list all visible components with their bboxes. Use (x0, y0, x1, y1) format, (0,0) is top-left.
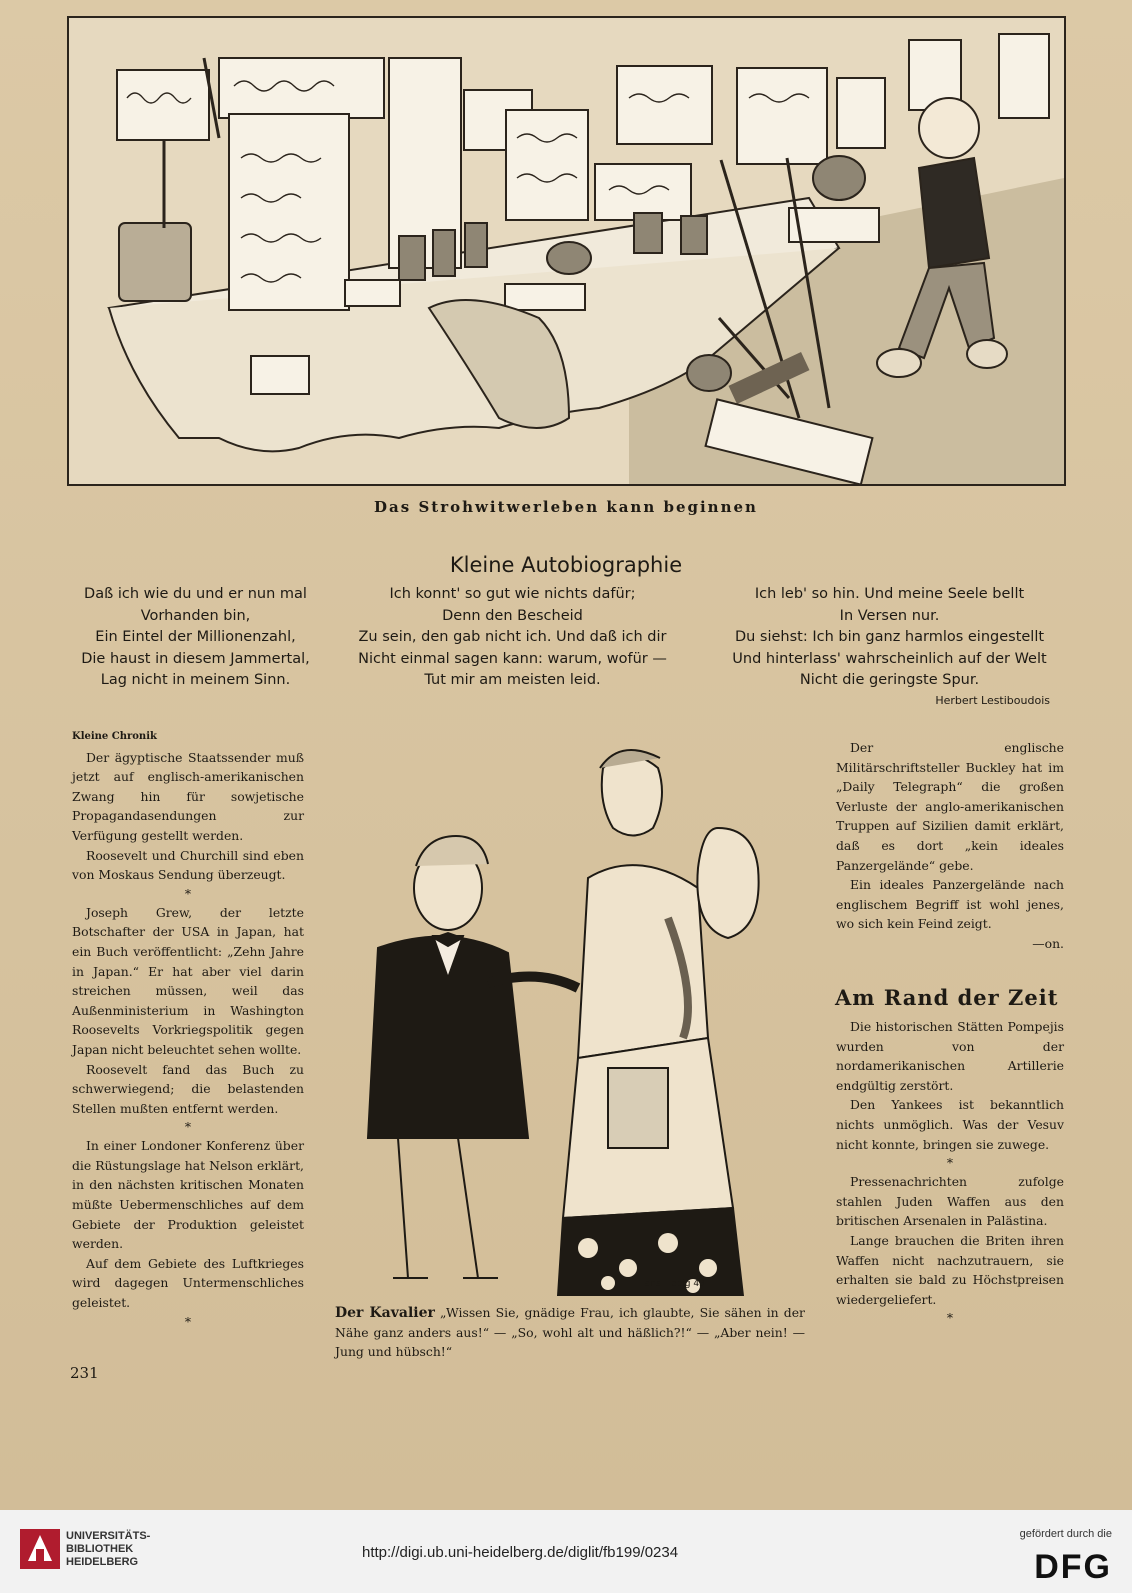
poem-line: Zu sein, den gab nicht ich. Und daß ich dir (358, 629, 667, 645)
kavalier-title: Der Kavalier (335, 1305, 435, 1321)
separator-star: * (184, 1313, 192, 1329)
paragraph: Die historischen Stätten Pompejis wurden von der nordamerikanischen Artillerie endgültig zerstört. (836, 1019, 1064, 1093)
poem-stanza-1 (68, 584, 323, 692)
poem-line: Die haust in diesem Jammertal, (81, 650, 310, 667)
poem-line: Ich konnt' so gut wie nichts dafür; (389, 586, 636, 602)
poem-line: Ein Eintel der Millionenzahl, (95, 629, 296, 645)
poem-line: Nicht die geringste Spur. (799, 672, 980, 688)
page-number: 231 (70, 1364, 99, 1382)
source-url-link[interactable]: http://digi.ub.uni-heidelberg.de/diglit/fb199/0234 (362, 1544, 679, 1561)
poem-line: Tut mir am meisten leid. (424, 672, 601, 688)
separator-star: * (946, 1155, 954, 1171)
right-column-top (836, 738, 1064, 954)
paragraph: Pressenachrichten zufolge stahlen Juden Waffen aus den britischen Arsenalen in Palästina. (836, 1174, 1064, 1229)
dfg-logo: DFG (1034, 1548, 1112, 1586)
poem-line: Du siehst: Ich bin ganz harmlos eingestellt (734, 629, 1045, 645)
section-heading: Am Rand der Zeit (835, 985, 1059, 1010)
funding-note: gefördert durch die (1019, 1528, 1112, 1540)
poem-line: Ich leb' so hin. Und meine Seele bellt (754, 586, 1025, 602)
paragraph: Auf dem Gebiete des Luftkrieges wird dagegen Untermenschliches geleistet. (72, 1255, 304, 1311)
kavalier-caption (335, 1303, 805, 1361)
paragraph: Roosevelt und Churchill sind eben von Moskaus Sendung überzeugt. (72, 847, 304, 883)
illustrator-signature: Hans Liebig 43 (638, 1279, 705, 1289)
poem-line: Vorhanden bin, (140, 607, 251, 624)
top-cartoon-caption: Das Strohwitwerleben kann beginnen (374, 498, 758, 516)
left-column (72, 727, 304, 1331)
poem-line: Und hinterlass' wahrscheinlich auf der Welt (732, 650, 1047, 667)
paragraph: Der englische Militärschriftsteller Buckley hat im „Daily Telegraph“ die großen Verluste der anglo-amerikanischen Truppen auf Sizilien damit erklärt, daß es dort „kein ideales Panzergelände“ gebe. (836, 740, 1064, 873)
paragraph: In einer Londoner Konferenz über die Rüstungslage hat Nelson erklärt, in den nächsten kritischen Monaten müßte Uebermenschliches auf dem Gebiete der Produktion geleistet werden. (72, 1138, 304, 1252)
paragraph: Joseph Grew, der letzte Botschafter der USA in Japan, hat ein Buch veröffentlicht: „Zehn Jahre in Japan.“ Er hat aber viel darin streichen müssen, weil das Außenministerium in Washington Roosevelts Vorkriegspolitik gegen Japan nicht beleuchtet sehen wollte. (72, 904, 304, 1057)
poem-line: Denn den Bescheid (442, 607, 583, 624)
poem-stanza-3 (722, 584, 1057, 692)
separator-star: * (184, 885, 192, 901)
right-column-bottom (836, 1017, 1064, 1327)
paragraph: Lange brauchen die Briten ihren Waffen nicht nachzutrauern, sie erhalten sie bald zu Höchstpreisen wiedergeliefert. (836, 1232, 1064, 1307)
separator-star: * (946, 1310, 954, 1326)
poem-line: Lag nicht in meinem Sinn. (100, 672, 291, 688)
top-cartoon-drawing (69, 18, 1064, 484)
poem-line: Nicht einmal sagen kann: warum, wofür — (358, 650, 667, 667)
poem-author: Herbert Lestiboudois (935, 694, 1050, 707)
paragraph: Den Yankees ist bekanntlich nichts unmöglich. Was der Vesuv nicht konnte, bringen sie zuwege. (836, 1097, 1064, 1152)
university-logo-icon (18, 1527, 62, 1571)
top-cartoon (67, 16, 1066, 486)
kavalier-dialogue: „Wissen Sie, gnädige Frau, ich glaubte, Sie sähen in der Nähe ganz anders aus!“ — „So, wohl alt und häßlich?!“ — „Aber nein! — Jung und hübsch!“ (335, 1305, 805, 1359)
poem-stanza-2 (340, 584, 685, 692)
signature: —on. (1032, 935, 1064, 951)
paragraph: Roosevelt fand das Buch zu schwerwiegend; die belastenden Stellen mußten entfernt werden. (72, 1061, 304, 1116)
paragraph: Der ägyptische Staatssender muß jetzt auf englisch-amerikanischen Zwang hin für sowjetische Propagandasendungen zur Verfügung gestellt werden. (72, 749, 304, 843)
kavalier-illustration (338, 738, 774, 1296)
poem-title: Kleine Autobiographie (449, 553, 683, 577)
paragraph: Ein ideales Panzergelände nach englischem Begriff ist wohl jenes, wo sich kein Feind zeigt. (836, 877, 1064, 932)
poem-line: Daß ich wie du und er nun mal (84, 586, 307, 602)
column-heading: Kleine Chronik (72, 731, 157, 742)
institution-name: UNIVERSITÄTS- BIBLIOTHEK HEIDELBERG (66, 1530, 151, 1568)
footer-bar (0, 1510, 1132, 1593)
poem-line: In Versen nur. (839, 607, 940, 624)
separator-star: * (184, 1119, 192, 1135)
